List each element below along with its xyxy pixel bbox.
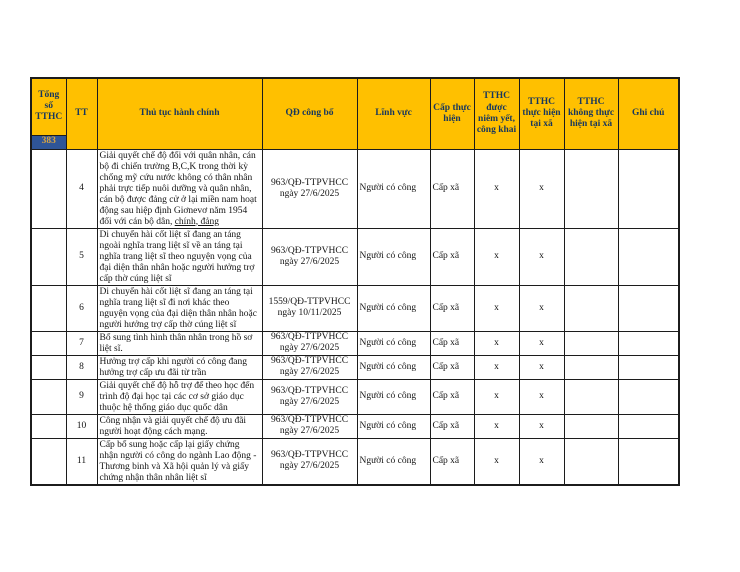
procedure-text: Bổ sung tình hình thân nhân trong hồ sơ liệt sĩ.: [99, 332, 253, 354]
level-cell: Cấp xã: [430, 355, 474, 379]
table-row: [31, 285, 679, 331]
total-col-spacer: [31, 379, 66, 414]
decision-cell: [262, 414, 357, 438]
table-row: [31, 331, 679, 355]
table-header: [31, 78, 679, 149]
not-at-commune-mark: [564, 355, 618, 379]
field-cell: Người có công: [357, 285, 430, 331]
table-row: [31, 379, 679, 414]
posted-mark: x: [474, 379, 519, 414]
header-col-decision: QĐ công bố: [262, 78, 357, 149]
header-total-label: Tổng số TTHC: [31, 78, 66, 135]
header-col-posted: TTHC được niêm yết, công khai: [474, 78, 519, 149]
field-cell: Người có công: [357, 414, 430, 438]
total-col-spacer: [31, 414, 66, 438]
table-row: [31, 414, 679, 438]
table-row: [31, 438, 679, 485]
decision-number: 963/QĐ-TTPVHCC: [270, 177, 349, 188]
procedure-text: Hưởng trợ cấp khi người có công đang hưởng trợ cấp ưu đãi từ trần: [99, 356, 248, 378]
table-row: [31, 149, 679, 228]
decision-cell: [262, 438, 357, 485]
total-col-spacer: [31, 149, 66, 228]
field-cell: Người có công: [357, 228, 430, 285]
total-col-spacer: [31, 228, 66, 285]
decision-date: ngày 10/11/2025: [277, 308, 342, 318]
decision-cell: [262, 228, 357, 285]
level-cell: Cấp xã: [430, 149, 474, 228]
total-col-spacer: [31, 285, 66, 331]
note-cell: [618, 331, 679, 355]
decision-number: 963/QĐ-TTPVHCC: [270, 332, 349, 342]
row-number: 6: [66, 285, 97, 331]
field-cell: Người có công: [357, 379, 430, 414]
table-body: [31, 149, 679, 485]
header-col-note: Ghi chú: [618, 78, 679, 149]
field-cell: Người có công: [357, 438, 430, 485]
level-cell: Cấp xã: [430, 414, 474, 438]
field-cell: Người có công: [357, 331, 430, 355]
decision-date: ngày 27/6/2025: [279, 396, 340, 407]
not-at-commune-mark: [564, 438, 618, 485]
level-cell: Cấp xã: [430, 331, 474, 355]
procedure-name: [97, 355, 262, 379]
decision-cell: [262, 355, 357, 379]
note-cell: [618, 414, 679, 438]
at-commune-mark: x: [519, 149, 564, 228]
decision-number: 963/QĐ-TTPVHCC: [270, 245, 349, 256]
note-cell: [618, 149, 679, 228]
level-cell: Cấp xã: [430, 285, 474, 331]
procedure-name: [97, 414, 262, 438]
decision-date: ngày 27/6/2025: [279, 426, 340, 436]
decision-date: ngày 27/6/2025: [279, 188, 340, 199]
note-cell: [618, 438, 679, 485]
posted-mark: x: [474, 149, 519, 228]
row-number: 11: [66, 438, 97, 485]
decision-cell: [262, 285, 357, 331]
procedure-name: [97, 228, 262, 285]
row-number: 10: [66, 414, 97, 438]
decision-number: 963/QĐ-TTPVHCC: [270, 415, 349, 425]
note-cell: [618, 228, 679, 285]
total-col-spacer: [31, 355, 66, 379]
at-commune-mark: x: [519, 379, 564, 414]
at-commune-mark: x: [519, 331, 564, 355]
at-commune-mark: x: [519, 414, 564, 438]
field-cell: Người có công: [357, 355, 430, 379]
not-at-commune-mark: [564, 331, 618, 355]
procedure-name: [97, 438, 262, 485]
level-cell: Cấp xã: [430, 438, 474, 485]
procedure-name: [97, 379, 262, 414]
total-count-badge: 383: [31, 135, 66, 149]
posted-mark: x: [474, 331, 519, 355]
level-cell: Cấp xã: [430, 228, 474, 285]
procedure-name: [97, 285, 262, 331]
level-cell: Cấp xã: [430, 379, 474, 414]
header-col-at-commune: TTHC thực hiện tại xã: [519, 78, 564, 149]
procedure-name: [97, 149, 262, 228]
procedure-text: Công nhận và giải quyết chế độ ưu đãi người hoạt động cách mạng.: [99, 415, 247, 437]
not-at-commune-mark: [564, 149, 618, 228]
decision-number: 1559/QĐ-TTPVHCC: [268, 297, 351, 307]
field-cell: Người có công: [357, 149, 430, 228]
decision-date: ngày 27/6/2025: [279, 367, 340, 377]
procedure-text: Giải quyết chế độ đối với quân nhân, cán bộ đi chiến trường B,C,K trong thời kỳ chống mỹ cứu nước không có thân nhân phải trực tiếp nuôi dưỡng và quân nhân, cán bộ được đảng cử ở lại miền nam hoạt động sau hiệp định Giơnevơ năm 1954 đối với cán bộ dân,: [99, 150, 257, 227]
procedure-text: Di chuyển hài cốt liệt sĩ đang an táng tại nghĩa trang liệt sĩ đi nơi khác theo nguyện vọng của đại diện thân nhân hoặc người hưởng trợ cấp thờ cúng liệt sĩ: [99, 286, 257, 330]
at-commune-mark: x: [519, 228, 564, 285]
posted-mark: x: [474, 438, 519, 485]
note-cell: [618, 379, 679, 414]
row-number: 4: [66, 149, 97, 228]
table-row: [31, 228, 679, 285]
procedure-text: Di chuyển hài cốt liệt sĩ đang an táng ngoài nghĩa trang liệt sĩ về an táng tại nghĩa trang liệt sĩ theo nguyện vọng của đại diện thân nhân hoặc người hưởng trợ cấp thờ cúng liệt sĩ: [99, 229, 255, 284]
decision-date: ngày 27/6/2025: [279, 461, 340, 471]
not-at-commune-mark: [564, 414, 618, 438]
not-at-commune-mark: [564, 379, 618, 414]
total-col-spacer: [31, 438, 66, 485]
decision-cell: [262, 379, 357, 414]
row-number: 9: [66, 379, 97, 414]
at-commune-mark: x: [519, 355, 564, 379]
not-at-commune-mark: [564, 285, 618, 331]
decision-date: ngày 27/6/2025: [279, 256, 340, 267]
header-col-level: Cấp thực hiện: [430, 78, 474, 149]
table-row: [31, 355, 679, 379]
procedures-table: [30, 77, 680, 486]
at-commune-mark: x: [519, 438, 564, 485]
header-col-procedure: Thủ tục hành chính: [97, 78, 262, 149]
decision-date: ngày 27/6/2025: [279, 343, 340, 353]
posted-mark: x: [474, 228, 519, 285]
procedure-name: [97, 331, 262, 355]
procedure-text: Giải quyết chế độ hỗ trợ để theo học đến trình độ đại học tại các cơ sở giáo dục thuộc hệ thống giáo dục quốc dân: [99, 380, 255, 413]
total-col-spacer: [31, 331, 66, 355]
header-col-tt: TT: [66, 78, 97, 149]
procedure-text: Cấp bổ sung hoặc cấp lại giấy chứng nhận người có công do ngành Lao động - Thương binh và Xã hội quản lý và giấy chứng nhận thân nhân liệt sĩ: [99, 439, 257, 483]
not-at-commune-mark: [564, 228, 618, 285]
posted-mark: x: [474, 285, 519, 331]
posted-mark: x: [474, 414, 519, 438]
decision-cell: [262, 331, 357, 355]
note-cell: [618, 285, 679, 331]
decision-cell: [262, 149, 357, 228]
posted-mark: x: [474, 355, 519, 379]
header-col-field: Lĩnh vực: [357, 78, 430, 149]
note-cell: [618, 355, 679, 379]
row-number: 7: [66, 331, 97, 355]
decision-number: 963/QĐ-TTPVHCC: [270, 385, 349, 396]
row-number: 8: [66, 355, 97, 379]
header-col-not-at-commune: TTHC không thực hiện tại xã: [564, 78, 618, 149]
procedure-text-underlined: chính, đảng: [174, 216, 220, 227]
decision-number: 963/QĐ-TTPVHCC: [270, 356, 349, 366]
decision-number: 963/QĐ-TTPVHCC: [270, 450, 349, 460]
at-commune-mark: x: [519, 285, 564, 331]
row-number: 5: [66, 228, 97, 285]
